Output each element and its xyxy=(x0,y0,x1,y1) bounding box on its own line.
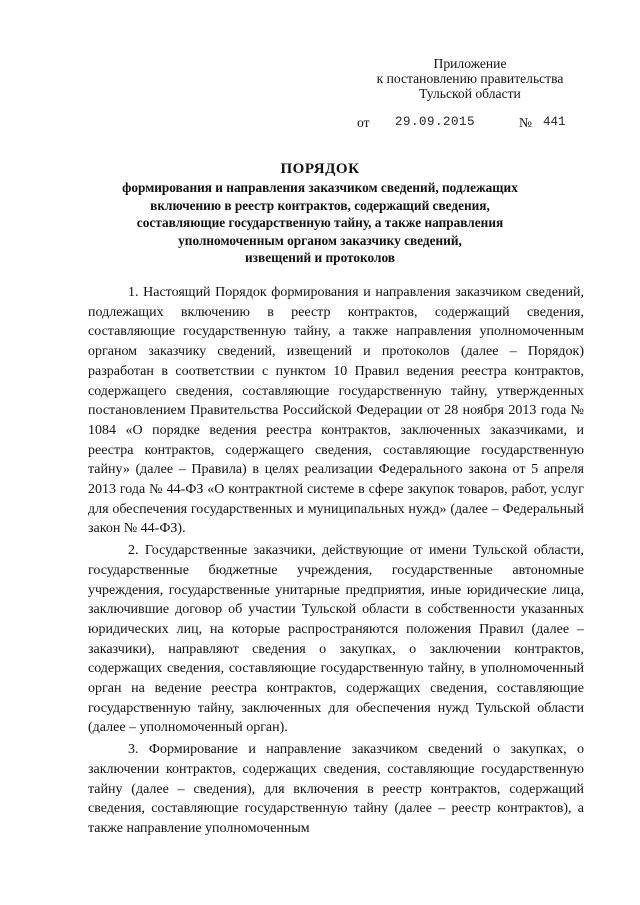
title-line-2: включению в реестр контрактов, содержащий сведения, xyxy=(150,197,490,213)
number-sign: № xyxy=(519,115,532,130)
document-body xyxy=(88,283,584,841)
appendix-header xyxy=(355,56,585,101)
paragraph-2: 2. Государственные заказчики, действующие от имени Тульской области, государственные бюджетные учреждения, государственные автономные учреждения, государственные унитарные предприятия, иные юридические лица, заключившие договор об участии Тульской области в собственности указанных юридических лиц, на которые распространяются положения Правил (далее – заказчики), направляют сведения о закупках, о заключении контрактов, содержащих сведения, составляющие государственную тайну, в уполномоченный орган на ведение реестра контрактов, содержащих сведения, составляющие государственную тайну, заключенных для обеспечения нужд Тульской области (далее – уполномоченный орган). xyxy=(88,543,584,736)
date-number-line xyxy=(357,115,597,133)
date-prefix: от xyxy=(357,115,370,130)
appendix-region-line: Тульской области xyxy=(419,86,521,101)
document-title-block xyxy=(110,160,530,267)
title-line-4: уполномоченным органом заказчику сведений, xyxy=(178,232,462,248)
document-title: ПОРЯДОК xyxy=(280,161,360,177)
paragraph-1: 1. Настоящий Порядок формирования и направления заказчиком сведений, подлежащих включению в реестр контрактов, содержащий сведения, составляющие государственную тайну, а также направления уполномоченным органом заказчику сведений, извещений и протоколов (далее – Порядок) разработан в соответствии с пунктом 10 Правил ведения реестра контрактов, содержащего сведения, составляющие государственную тайну, утвержденных постановлением Правительства Российской Федерации от 28 ноября 2013 года № 1084 «О порядке ведения реестра контрактов, заключенных заказчиками, и реестра контрактов, содержащего сведения, составляющие государственную тайну» (далее – Правила) в целях реализации Федерального закона от 5 апреля 2013 года № 44-ФЗ «О контрактной системе в сфере закупок товаров, работ, услуг для обеспечения государственных и муниципальных нужд» (далее – Федеральный закон № 44-ФЗ). xyxy=(88,285,584,537)
title-line-5: извещений и протоколов xyxy=(245,250,395,265)
paragraph-3: 3. Формирование и направление заказчиком сведений о закупках, о заключении контрактов, содержащих сведения, составляющие государственную тайну (далее – сведения), для включения в реестр контрактов, содержащий сведения, составляющие государственную тайну (далее – реестр контрактов), а также направление уполномоченным xyxy=(88,742,584,836)
title-line-1: формирования и направления заказчиком сведений, подлежащих xyxy=(122,180,518,195)
document-number: 441 xyxy=(543,115,566,129)
title-line-3: составляющие государственную тайну, а также направления xyxy=(136,215,504,230)
appendix-resolution-line: к постановлению правительства xyxy=(376,71,564,86)
document-date: 29.09.2015 xyxy=(395,115,476,129)
appendix-label: Приложение xyxy=(433,56,507,71)
